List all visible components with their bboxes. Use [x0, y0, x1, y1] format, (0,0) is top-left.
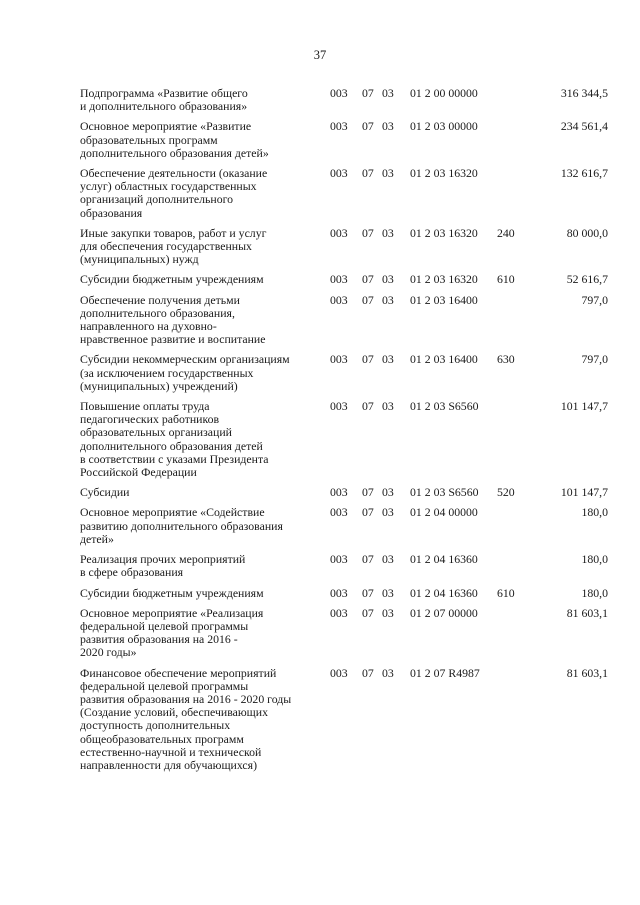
row-name [80, 486, 320, 499]
row-name [80, 87, 320, 113]
table-row [80, 167, 610, 220]
row-name [80, 227, 320, 267]
ministry-code: 003 [330, 505, 348, 520]
target-article-code: 01 2 03 16400 [410, 292, 478, 307]
page-number: 37 [313, 48, 327, 62]
target-article-code: 01 2 04 16360 [410, 585, 478, 600]
target-article-code: 01 2 03 S6560 [410, 399, 479, 414]
row-name-line: и дополнительного образования» [80, 99, 248, 114]
table-row [80, 353, 610, 393]
target-article-code: 01 2 04 16360 [410, 552, 478, 567]
ministry-code: 003 [330, 605, 348, 620]
row-name [80, 120, 320, 160]
row-name-line: Повышение оплаты труда [80, 399, 210, 414]
subsection-code: 03 [382, 485, 394, 500]
ministry-code: 003 [330, 665, 348, 680]
table-row [80, 667, 610, 773]
row-name-line: развития образования на 2016 - 2020 годы [80, 691, 292, 706]
target-article-code: 01 2 03 16320 [410, 166, 478, 181]
expense-type-code: 520 [497, 485, 515, 500]
section-code: 07 [362, 292, 374, 307]
subsection-code: 03 [382, 272, 394, 287]
row-name-line: дополнительного образования детей» [80, 145, 269, 160]
ministry-code: 003 [330, 225, 348, 240]
table-row [80, 400, 610, 479]
row-name-line: дополнительного образования детей [80, 438, 263, 453]
ministry-code: 003 [330, 166, 348, 181]
row-name-line: Реализация прочих мероприятий [80, 552, 246, 567]
ministry-code: 003 [330, 292, 348, 307]
subsection-code: 03 [382, 166, 394, 181]
row-name [80, 400, 320, 479]
row-name [80, 273, 320, 286]
row-name-line: Обеспечение деятельности (оказание [80, 166, 268, 181]
row-name [80, 553, 320, 579]
row-name-line: развития образования на 2016 - [80, 632, 238, 647]
amount: 797,0 [581, 352, 608, 367]
row-name [80, 587, 320, 600]
row-name-line: (Создание условий, обеспечивающих [80, 705, 268, 720]
section-code: 07 [362, 272, 374, 287]
expense-type-code: 240 [497, 225, 515, 240]
target-article-code: 01 2 00 00000 [410, 86, 478, 100]
subsection-code: 03 [382, 225, 394, 240]
row-name-line: федеральной целевой программы [80, 678, 249, 693]
row-name-line: развитию дополнительного образования [80, 518, 283, 533]
target-article-code: 01 2 07 00000 [410, 605, 478, 620]
section-code: 07 [362, 605, 374, 620]
row-name-line: доступность дополнительных [80, 718, 231, 733]
row-name-line: Субсидии бюджетным учреждениям [80, 585, 264, 600]
target-article-code: 01 2 03 16320 [410, 272, 478, 287]
subsection-code: 03 [382, 86, 394, 100]
amount: 316 344,5 [560, 86, 608, 100]
ministry-code: 003 [330, 552, 348, 567]
section-code: 07 [362, 585, 374, 600]
row-name-line: Субсидии [80, 485, 130, 500]
row-name-line: организаций дополнительного [80, 192, 234, 207]
subsection-code: 03 [382, 605, 394, 620]
budget-table [80, 87, 610, 779]
ministry-code: 003 [330, 585, 348, 600]
row-name-line: 2020 годы» [80, 645, 137, 660]
amount: 180,0 [581, 505, 608, 520]
table-row [80, 120, 610, 160]
row-name-line: услуг) областных государственных [80, 179, 257, 194]
table-row [80, 294, 610, 347]
row-name-line: для обеспечения государственных [80, 239, 252, 254]
row-name [80, 506, 320, 546]
row-name-line: педагогических работников [80, 412, 220, 427]
amount: 797,0 [581, 292, 608, 307]
amount: 101 147,7 [560, 485, 608, 500]
row-name-line: образования [80, 205, 143, 220]
row-name-line: в соответствии с указами Президента [80, 451, 269, 466]
row-name-line: Финансовое обеспечение мероприятий [80, 665, 277, 680]
subsection-code: 03 [382, 552, 394, 567]
table-row [80, 273, 610, 286]
section-code: 07 [362, 166, 374, 181]
table-row [80, 506, 610, 546]
section-code: 07 [362, 665, 374, 680]
expense-type-code: 610 [497, 585, 515, 600]
subsection-code: 03 [382, 505, 394, 520]
row-name-line: нравственное развитие и воспитание [80, 332, 266, 347]
subsection-code: 03 [382, 585, 394, 600]
table-row [80, 607, 610, 660]
row-name-line: федеральной целевой программы [80, 618, 249, 633]
row-name-line: Российской Федерации [80, 465, 197, 480]
expense-type-code: 630 [497, 352, 515, 367]
target-article-code: 01 2 03 S6560 [410, 485, 479, 500]
subsection-code: 03 [382, 119, 394, 134]
target-article-code: 01 2 03 16320 [410, 225, 478, 240]
row-name-line: детей» [80, 531, 114, 546]
ministry-code: 003 [330, 485, 348, 500]
subsection-code: 03 [382, 399, 394, 414]
row-name-line: Иные закупки товаров, работ и услуг [80, 225, 267, 240]
row-name-line: направленности для обучающихся) [80, 757, 257, 772]
amount: 81 603,1 [566, 665, 608, 680]
section-code: 07 [362, 225, 374, 240]
subsection-code: 03 [382, 665, 394, 680]
row-name [80, 607, 320, 660]
target-article-code: 01 2 07 R4987 [410, 665, 480, 680]
row-name [80, 294, 320, 347]
ministry-code: 003 [330, 272, 348, 287]
ministry-code: 003 [330, 352, 348, 367]
row-name-line: образовательных программ [80, 132, 218, 147]
amount: 180,0 [581, 585, 608, 600]
section-code: 07 [362, 352, 374, 367]
row-name [80, 353, 320, 393]
table-row [80, 587, 610, 600]
row-name-line: в сфере образования [80, 565, 184, 580]
amount: 132 616,7 [560, 166, 608, 181]
table-row [80, 87, 610, 113]
target-article-code: 01 2 04 00000 [410, 505, 478, 520]
section-code: 07 [362, 399, 374, 414]
table-row [80, 553, 610, 579]
row-name-line: образовательных организаций [80, 425, 232, 440]
row-name-line: Обеспечение получения детьми [80, 292, 240, 307]
row-name-line: направленного на духовно- [80, 319, 217, 334]
row-name [80, 167, 320, 220]
row-name-line: Субсидии некоммерческим организациям [80, 352, 290, 367]
section-code: 07 [362, 485, 374, 500]
row-name [80, 667, 320, 773]
target-article-code: 01 2 03 16400 [410, 352, 478, 367]
amount: 101 147,7 [560, 399, 608, 414]
subsection-code: 03 [382, 352, 394, 367]
table-row [80, 227, 610, 267]
amount: 180,0 [581, 552, 608, 567]
ministry-code: 003 [330, 86, 348, 100]
amount: 81 603,1 [566, 605, 608, 620]
row-name-line: (за исключением государственных [80, 365, 254, 380]
row-name-line: (муниципальных) нужд [80, 252, 199, 267]
row-name-line: общеобразовательных программ [80, 731, 244, 746]
section-code: 07 [362, 552, 374, 567]
row-name-line: дополнительного образования, [80, 305, 235, 320]
row-name-line: Основное мероприятие «Реализация [80, 605, 264, 620]
row-name-line: Основное мероприятие «Содействие [80, 505, 265, 520]
ministry-code: 003 [330, 399, 348, 414]
row-name-line: Субсидии бюджетным учреждениям [80, 272, 264, 287]
amount: 80 000,0 [566, 225, 608, 240]
row-name-line: Подпрограмма «Развитие общего [80, 86, 248, 100]
table-row [80, 486, 610, 499]
subsection-code: 03 [382, 292, 394, 307]
section-code: 07 [362, 119, 374, 134]
row-name-line: (муниципальных) учреждений) [80, 378, 238, 393]
target-article-code: 01 2 03 00000 [410, 119, 478, 134]
section-code: 07 [362, 505, 374, 520]
row-name-line: естественно-научной и технической [80, 744, 262, 759]
amount: 234 561,4 [560, 119, 608, 134]
ministry-code: 003 [330, 119, 348, 134]
section-code: 07 [362, 86, 374, 100]
expense-type-code: 610 [497, 272, 515, 287]
row-name-line: Основное мероприятие «Развитие [80, 119, 252, 134]
amount: 52 616,7 [566, 272, 608, 287]
